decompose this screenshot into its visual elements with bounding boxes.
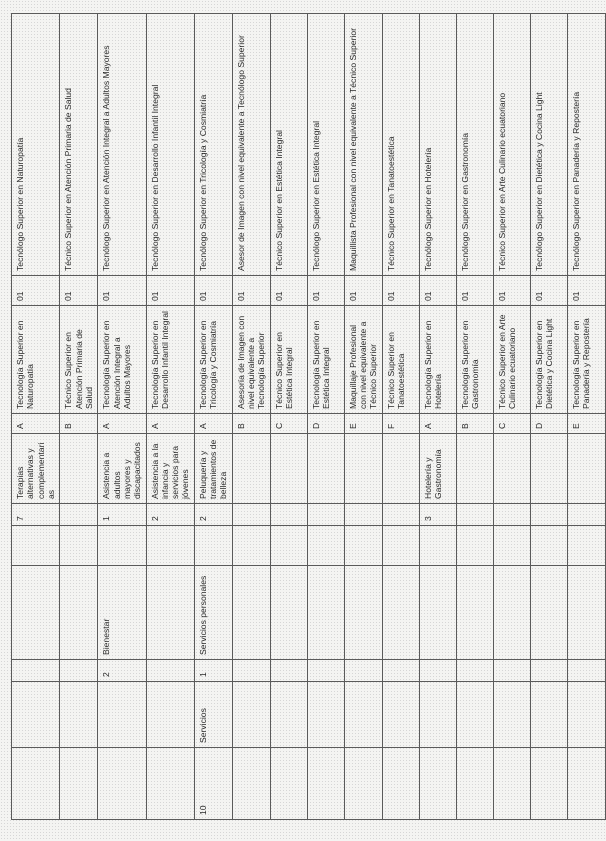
table-cell-c8: F [382,414,419,434]
table-cell-c7 [456,434,493,504]
table-body [12,14,606,820]
table-row [12,14,60,820]
table-cell-c2 [493,682,530,748]
table-cell-c6: 1 [98,504,146,526]
table-cell-c3 [419,660,456,682]
table-cell-c8: E [344,414,382,434]
table-cell-c9: Tecnología Superior en Panadería y Repostería [567,306,605,414]
table-cell-c3 [307,660,344,682]
table-cell-c5 [382,526,419,566]
table-cell-c11: Maquillista Profesional con nivel equivalente a Técnico Superior [344,14,382,276]
table-cell-c11: Tecnólogo Superior en Dietética y Cocina Light [530,14,567,276]
table-cell-c10: 01 [98,276,146,306]
table-cell-c11: Tecnólogo Superior en Panadería y Repostería [567,14,605,276]
table-cell-c3 [270,660,307,682]
table-cell-c5 [307,526,344,566]
table-cell-c4 [493,566,530,660]
table-row [493,14,530,820]
table-cell-c5 [493,526,530,566]
table-cell-c7 [567,434,605,504]
career-table [11,13,606,820]
table-cell-c2 [456,682,493,748]
table-row [530,14,567,820]
table-cell-c6 [270,504,307,526]
table-cell-c5 [12,526,60,566]
table-cell-c4 [60,566,98,660]
table-cell-c9: Tecnología Superior en Naturopatía [12,306,60,414]
table-cell-c3 [12,660,60,682]
table-cell-c10: 01 [530,276,567,306]
table-cell-c10: 01 [419,276,456,306]
table-row [232,14,270,820]
table-cell-c5 [419,526,456,566]
table-cell-c5 [344,526,382,566]
table-cell-c11: Tecnólogo Superior en Atención Integral a Adultos Mayores [98,14,146,276]
table-cell-c9: Maquillaje Profesional con nivel equivalente a Técnico Superior [344,306,382,414]
table-cell-c8: C [493,414,530,434]
table-cell-c7: Asistencia a la infancia y servicios para jóvenes [146,434,194,504]
table-cell-c9: Tecnología Superior en Desarrollo Infantil Integral [146,306,194,414]
table-cell-c4: Servicios personales [194,566,232,660]
table-cell-c11: Tecnólogo Superior en Tricología y Cosmiatría [194,14,232,276]
table-row [194,14,232,820]
table-cell-c2 [98,682,146,748]
table-cell-c4 [419,566,456,660]
table-row [419,14,456,820]
table-cell-c7: Terapias alternativas y complementarias [12,434,60,504]
table-cell-c1 [60,748,98,820]
table-cell-c6 [456,504,493,526]
table-cell-c8: E [567,414,605,434]
table-cell-c10: 01 [344,276,382,306]
table-cell-c2 [12,682,60,748]
table-cell-c4 [146,566,194,660]
table-cell-c3 [146,660,194,682]
table-cell-c1 [12,748,60,820]
table-cell-c7 [382,434,419,504]
table-cell-c7 [60,434,98,504]
table-cell-c4 [232,566,270,660]
table-cell-c1 [567,748,605,820]
table-cell-c4: Bienestar [98,566,146,660]
table-cell-c6: 7 [12,504,60,526]
table-cell-c7 [232,434,270,504]
table-row [456,14,493,820]
table-cell-c5 [146,526,194,566]
table-cell-c9: Asesoría de Imagen con nivel equivalente a Tecnología Superior [232,306,270,414]
rotated-table-wrapper [11,14,591,820]
table-cell-c3 [60,660,98,682]
table-cell-c10: 01 [456,276,493,306]
table-row [382,14,419,820]
table-cell-c2 [344,682,382,748]
table-cell-c6 [307,504,344,526]
table-cell-c1 [270,748,307,820]
table-cell-c10: 01 [567,276,605,306]
table-cell-c9: Tecnología Superior en Atención Integral a Adultos Mayores [98,306,146,414]
table-cell-c8: A [419,414,456,434]
table-cell-c5 [98,526,146,566]
table-cell-c7 [530,434,567,504]
table-cell-c6 [382,504,419,526]
table-cell-c8: B [60,414,98,434]
table-cell-c6 [493,504,530,526]
table-cell-c9: Técnico Superior en Tanatoestética [382,306,419,414]
table-cell-c1 [493,748,530,820]
table-cell-c1 [382,748,419,820]
table-cell-c10: 01 [146,276,194,306]
table-cell-c6 [344,504,382,526]
table-cell-c3 [232,660,270,682]
table-row [567,14,605,820]
table-cell-c5 [232,526,270,566]
table-cell-c1 [232,748,270,820]
table-cell-c7 [307,434,344,504]
table-cell-c9: Tecnología Superior en Gastronomía [456,306,493,414]
table-cell-c3 [382,660,419,682]
table-cell-c5 [530,526,567,566]
table-cell-c2 [232,682,270,748]
table-cell-c8: D [307,414,344,434]
table-cell-c7 [270,434,307,504]
table-cell-c9: Técnico Superior en Atención Primaria de Salud [60,306,98,414]
table-cell-c7: Hotelería y Gastronomía [419,434,456,504]
table-cell-c7: Peluquería y tratamientos de belleza [194,434,232,504]
table-cell-c4 [530,566,567,660]
table-cell-c6: 2 [146,504,194,526]
table-cell-c1 [456,748,493,820]
table-cell-c1 [344,748,382,820]
table-cell-c10: 01 [60,276,98,306]
table-cell-c8: B [232,414,270,434]
table-cell-c1 [146,748,194,820]
table-cell-c10: 01 [12,276,60,306]
table-cell-c4 [344,566,382,660]
table-cell-c6: 2 [194,504,232,526]
table-cell-c8: A [12,414,60,434]
table-cell-c8: D [530,414,567,434]
table-cell-c2 [382,682,419,748]
table-row [60,14,98,820]
table-cell-c2: Servicios [194,682,232,748]
table-cell-c10: 01 [270,276,307,306]
table-cell-c3: 1 [194,660,232,682]
table-cell-c9: Técnico Superior en Arte Culinario ecuatoriano [493,306,530,414]
table-cell-c5 [194,526,232,566]
table-cell-c8: A [146,414,194,434]
table-cell-c11: Tecnólogo Superior en Desarrollo Infantil Integral [146,14,194,276]
table-cell-c11: Técnico Superior en Tanatoestética [382,14,419,276]
table-cell-c2 [530,682,567,748]
table-cell-c9: Tecnología Superior en Tricología y Cosmiatría [194,306,232,414]
table-cell-c3 [456,660,493,682]
table-cell-c11: Tecnólogo Superior en Estética Integral [307,14,344,276]
table-cell-c6 [60,504,98,526]
table-cell-c11: Tecnólogo Superior en Naturopatía [12,14,60,276]
table-cell-c4 [456,566,493,660]
table-cell-c5 [456,526,493,566]
table-row [344,14,382,820]
table-cell-c1 [530,748,567,820]
table-cell-c3 [493,660,530,682]
table-cell-c6: 3 [419,504,456,526]
table-cell-c4 [12,566,60,660]
table-cell-c2 [146,682,194,748]
table-cell-c2 [270,682,307,748]
table-cell-c7: Asistencia a adultos mayores y discapacitados [98,434,146,504]
table-cell-c4 [382,566,419,660]
table-cell-c2 [419,682,456,748]
table-cell-c6 [232,504,270,526]
table-cell-c9: Tecnología Superior en Dietética y Cocina Light [530,306,567,414]
table-cell-c4 [270,566,307,660]
table-row [146,14,194,820]
table-row [270,14,307,820]
table-cell-c9: Tecnología Superior en Hotelería [419,306,456,414]
table-cell-c11: Tecnólogo Superior en Gastronomía [456,14,493,276]
table-cell-c5 [567,526,605,566]
table-cell-c10: 01 [493,276,530,306]
table-cell-c9: Tecnología Superior en Estética Integral [307,306,344,414]
table-cell-c11: Técnico Superior en Estética Integral [270,14,307,276]
table-cell-c1: 10 [194,748,232,820]
table-cell-c11: Técnico Superior en Atención Primaria de Salud [60,14,98,276]
table-cell-c11: Tecnólogo Superior en Hotelería [419,14,456,276]
table-cell-c2 [567,682,605,748]
table-cell-c9: Técnico Superior en Estética Integral [270,306,307,414]
table-cell-c8: C [270,414,307,434]
table-cell-c2 [60,682,98,748]
table-cell-c10: 01 [232,276,270,306]
table-cell-c10: 01 [194,276,232,306]
table-cell-c10: 01 [307,276,344,306]
table-row [98,14,146,820]
table-cell-c8: A [98,414,146,434]
table-cell-c6 [567,504,605,526]
table-cell-c6 [530,504,567,526]
table-cell-c2 [307,682,344,748]
table-cell-c10: 01 [382,276,419,306]
table-cell-c3 [567,660,605,682]
table-cell-c1 [419,748,456,820]
table-cell-c1 [307,748,344,820]
table-cell-c5 [60,526,98,566]
table-cell-c5 [270,526,307,566]
table-cell-c1 [98,748,146,820]
table-cell-c3 [344,660,382,682]
table-cell-c8: B [456,414,493,434]
table-cell-c7 [493,434,530,504]
table-row [307,14,344,820]
table-cell-c3: 2 [98,660,146,682]
table-cell-c7 [344,434,382,504]
table-cell-c11: Técnico Superior en Arte Culinario ecuatoriano [493,14,530,276]
table-cell-c3 [530,660,567,682]
table-cell-c11: Asesor de Imagen con nivel equivalente a Tecnólogo Superior [232,14,270,276]
table-cell-c8: A [194,414,232,434]
table-cell-c4 [307,566,344,660]
table-cell-c4 [567,566,605,660]
